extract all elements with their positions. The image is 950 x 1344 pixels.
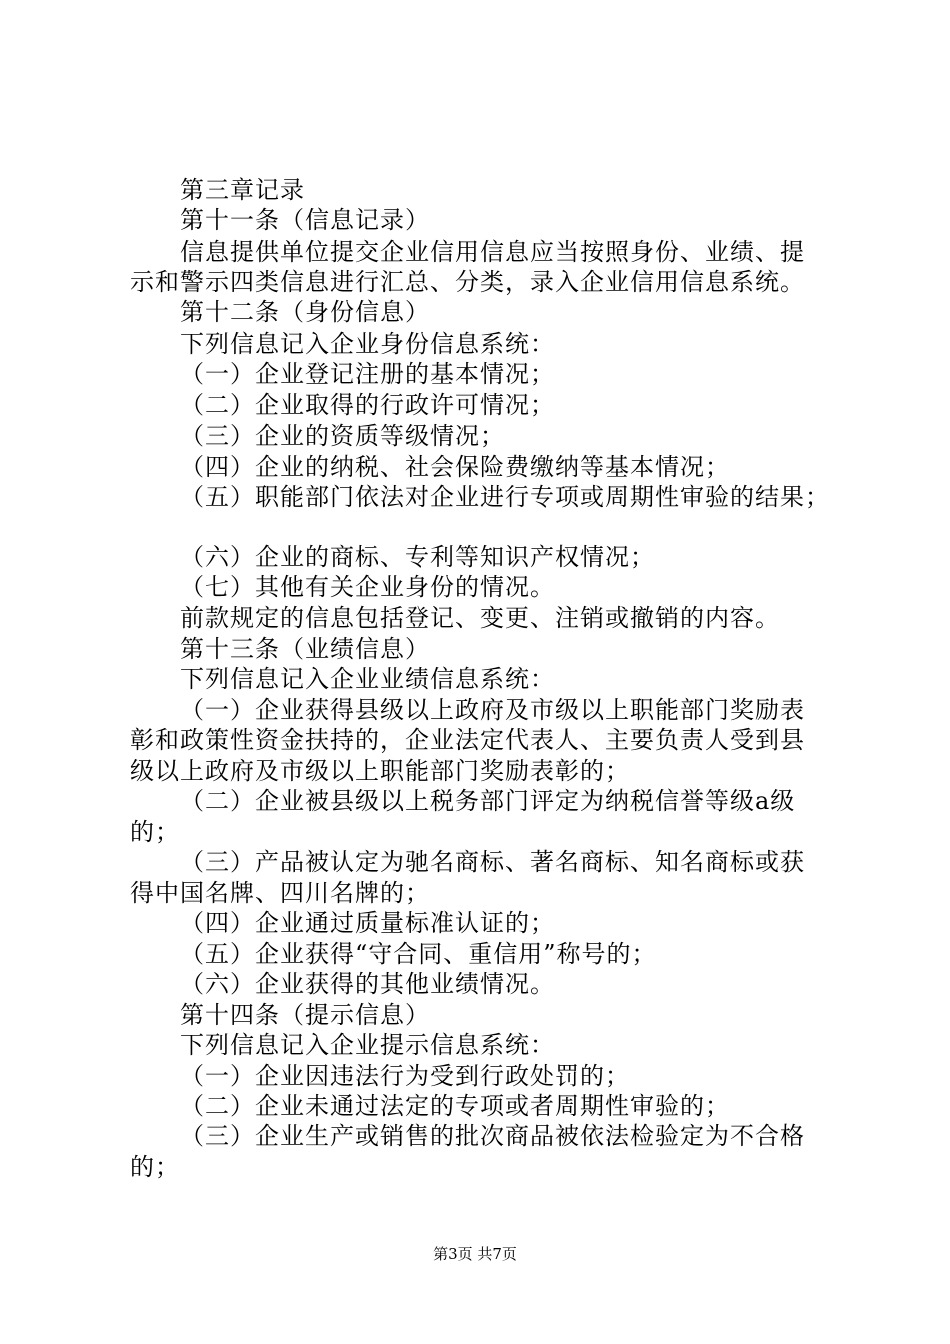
list-item: 级以上政府及市级以上职能部门奖励表彰的； (130, 757, 630, 785)
paragraph-line: 前款规定的信息包括登记、变更、注销或撤销的内容。 (180, 604, 780, 632)
list-item: （一）企业登记注册的基本情况； (180, 360, 555, 388)
list-item: （四）企业通过质量标准认证的； (180, 909, 555, 937)
list-item: （二）企业取得的行政许可情况； (180, 391, 555, 419)
list-item: 的； (130, 1153, 180, 1181)
article-heading: 第十三条（业绩信息） (180, 635, 430, 663)
list-item: （五）企业获得“守合同、重信用”称号的； (180, 940, 657, 968)
list-item: （三）产品被认定为驰名商标、著名商标、知名商标或获 (180, 848, 805, 876)
page-footer: 第3页 共7页 (433, 1245, 517, 1263)
article-heading: 第十四条（提示信息） (180, 1001, 430, 1029)
list-item: （二）企业未通过法定的专项或者周期性审验的； (180, 1092, 730, 1120)
article-heading: 第十二条（身份信息） (180, 298, 430, 326)
chapter-heading: 第三章记录 (180, 176, 305, 204)
list-item: （七）其他有关企业身份的情况。 (180, 573, 555, 601)
list-item: （五）职能部门依法对企业进行专项或周期性审验的结果； (180, 483, 830, 511)
paragraph-line: 下列信息记入企业身份信息系统： (180, 330, 555, 358)
article-heading: 第十一条（信息记录） (180, 206, 430, 234)
list-item: （六）企业获得的其他业绩情况。 (180, 970, 555, 998)
paragraph-line: 示和警示四类信息进行汇总、分类，录入企业信用信息系统。 (130, 268, 805, 296)
list-item: 得中国名牌、四川名牌的； (130, 879, 430, 907)
list-item: （四）企业的纳税、社会保险费缴纳等基本情况； (180, 453, 730, 481)
list-item: 的； (130, 818, 180, 846)
list-item: （二）企业被县级以上税务部门评定为纳税信誉等级a级 (180, 787, 796, 815)
list-item: （一）企业因违法行为受到行政处罚的； (180, 1062, 630, 1090)
list-item: 彰和政策性资金扶持的，企业法定代表人、主要负责人受到县 (130, 726, 805, 754)
list-item: （三）企业的资质等级情况； (180, 422, 505, 450)
paragraph-line: 信息提供单位提交企业信用信息应当按照身份、业绩、提 (180, 238, 805, 266)
paragraph-line: 下列信息记入企业业绩信息系统： (180, 665, 555, 693)
paragraph-line: 下列信息记入企业提示信息系统： (180, 1031, 555, 1059)
list-item: （三）企业生产或销售的批次商品被依法检验定为不合格 (180, 1122, 805, 1150)
list-item: （六）企业的商标、专利等知识产权情况； (180, 543, 655, 571)
list-item: （一）企业获得县级以上政府及市级以上职能部门奖励表 (180, 696, 805, 724)
